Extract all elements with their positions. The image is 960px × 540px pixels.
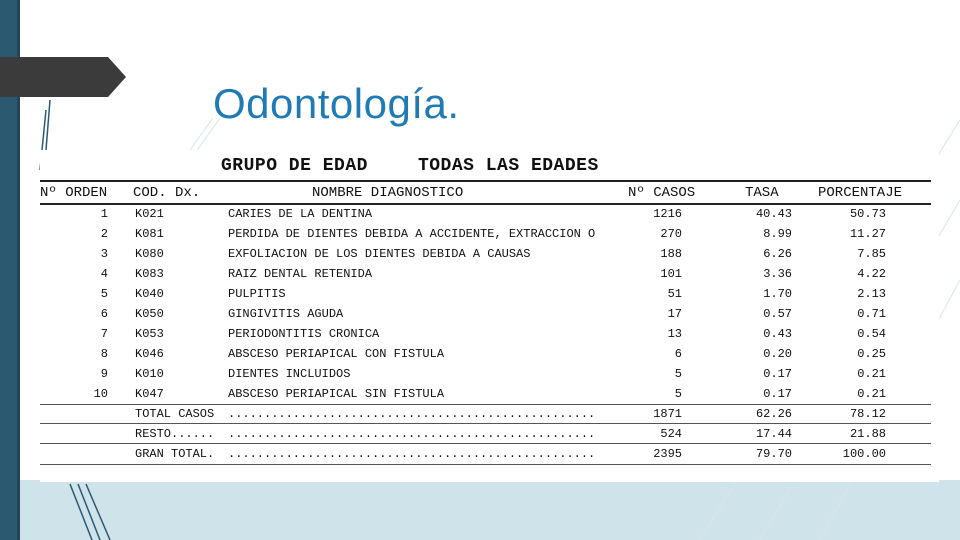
row-tasa: 6.26 [763,247,792,261]
row-cod: K010 [135,367,164,381]
col-header-casos: Nº CASOS [628,185,696,201]
row-porcentaje: 0.54 [857,327,886,341]
row-nombre: PULPITIS [228,287,286,301]
row-nombre: DIENTES INCLUIDOS [228,367,351,381]
row-nombre: EXFOLIACION DE LOS DIENTES DEBIDA A CAUSAS [228,247,531,261]
row-orden: 4 [100,267,108,281]
row-orden: 6 [100,307,108,321]
row-tasa: 0.20 [763,347,792,361]
resto-tasa: 17.44 [755,427,792,441]
row-casos: 188 [660,247,682,261]
row-casos: 51 [667,287,682,301]
row-cod: K083 [135,267,164,281]
row-nombre: ABSCESO PERIAPICAL SIN FISTULA [228,387,445,401]
row-cod: K021 [135,207,164,221]
row-nombre: PERIODONTITIS CRONICA [228,327,380,341]
resto-casos: 524 [660,427,682,441]
row-tasa: 0.57 [763,307,792,321]
row-cod: K053 [135,327,164,341]
header-bottom-rule [40,203,931,205]
row-porcentaje: 0.21 [857,367,886,381]
report-table [40,150,939,482]
row-casos: 270 [660,227,682,241]
row-porcentaje: 0.25 [857,347,886,361]
row-nombre: GINGIVITIS AGUDA [228,307,344,321]
row-porcentaje: 7.85 [857,247,886,261]
row-cod: K081 [135,227,164,241]
title-tab-arrow [0,57,126,97]
table-bottom-rule [40,464,931,465]
gran-total-porcentaje: 100.00 [842,447,886,461]
row-cod: K046 [135,347,164,361]
row-casos: 17 [667,307,682,321]
row-cod: K080 [135,247,164,261]
group-value: TODAS LAS EDADES [417,156,599,176]
resto-porcentaje: 21.88 [849,427,886,441]
resto-rule [40,423,931,424]
gran-total-tasa: 79.70 [755,447,792,461]
row-porcentaje: 0.71 [857,307,886,321]
bottom-band [0,480,960,540]
row-porcentaje: 11.27 [849,227,886,241]
row-porcentaje: 4.22 [857,267,886,281]
row-porcentaje: 2.13 [857,287,886,301]
totals-porcentaje: 78.12 [849,407,886,421]
row-tasa: 1.70 [763,287,792,301]
col-header-orden: Nº ORDEN [40,185,108,201]
row-nombre: RAIZ DENTAL RETENIDA [228,267,373,281]
gran-total-label: GRAN TOTAL. [135,447,215,461]
col-header-tasa: TASA [745,185,779,201]
gran-total-rule [40,443,931,444]
row-orden: 1 [100,207,108,221]
row-casos: 5 [674,367,682,381]
row-nombre: PERDIDA DE DIENTES DEBIDA A ACCIDENTE, EXTRACCION O [228,227,596,241]
col-header-cod: COD. Dx. [133,185,201,201]
row-tasa: 0.17 [763,387,792,401]
gran-total-casos: 2395 [653,447,682,461]
row-orden: 10 [93,387,108,401]
row-casos: 5 [674,387,682,401]
row-casos: 1216 [653,207,682,221]
totals-casos: 1871 [653,407,682,421]
row-cod: K047 [135,387,164,401]
row-tasa: 8.99 [763,227,792,241]
row-tasa: 0.43 [763,327,792,341]
row-orden: 3 [100,247,108,261]
gran-total-dots: ................................................... [228,447,596,461]
row-porcentaje: 50.73 [849,207,886,221]
row-nombre: ABSCESO PERIAPICAL CON FISTULA [228,347,445,361]
row-nombre: CARIES DE LA DENTINA [228,207,373,221]
resto-label: RESTO...... [135,427,215,441]
row-tasa: 40.43 [755,207,792,221]
row-orden: 8 [100,347,108,361]
totals-tasa: 62.26 [755,407,792,421]
page-title: Odontología. [213,80,460,127]
row-orden: 9 [100,367,108,381]
totals-rule [40,404,931,405]
row-tasa: 3.36 [763,267,792,281]
row-orden: 7 [100,327,108,341]
row-casos: 13 [667,327,682,341]
col-header-nombre: NOMBRE DIAGNOSTICO [312,185,464,201]
row-casos: 101 [660,267,682,281]
totals-dots: ................................................... [228,407,596,421]
row-cod: K050 [135,307,164,321]
row-porcentaje: 0.21 [857,387,886,401]
group-label: GRUPO DE EDAD [221,156,368,176]
col-header-porcentaje: PORCENTAJE [818,185,903,201]
row-tasa: 0.17 [763,367,792,381]
resto-dots: ................................................... [228,427,596,441]
header-top-rule [40,180,931,182]
row-orden: 5 [100,287,108,301]
row-casos: 6 [674,347,682,361]
totals-label: TOTAL CASOS [135,407,215,421]
row-orden: 2 [100,227,108,241]
group-heading [221,156,599,176]
row-cod: K040 [135,287,164,301]
